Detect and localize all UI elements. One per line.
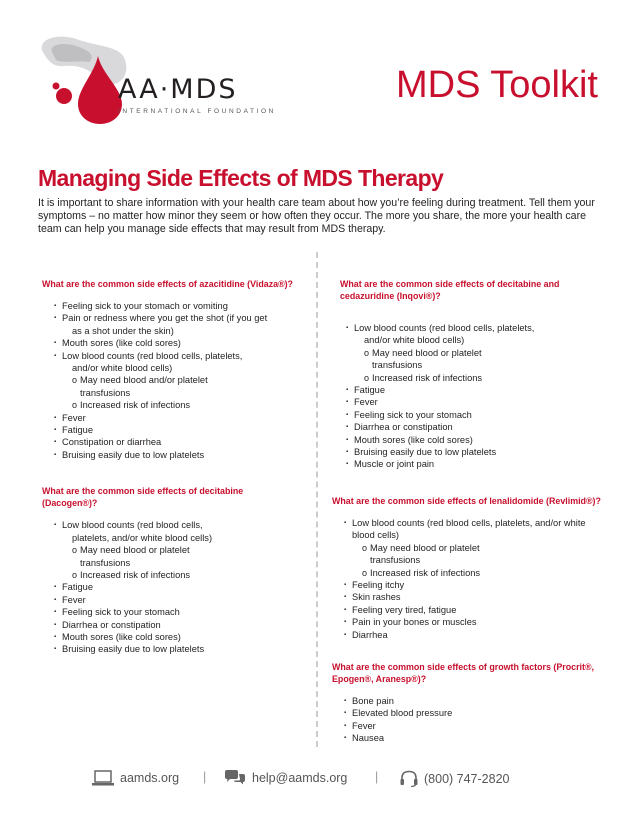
list-item-continued: blood cells)	[352, 530, 400, 541]
list-item: ▪ Feeling sick to your stomach	[348, 409, 614, 421]
footer-email[interactable]	[224, 770, 347, 786]
laptop-icon	[92, 770, 114, 786]
section-heading: What are the common side effects of decitabine (Dacogen®)?	[42, 486, 244, 509]
section-lenalidomide	[332, 495, 614, 641]
toolkit-title: MDS Toolkit	[395, 64, 598, 106]
sub-list-item: o Increased risk of infections	[348, 372, 614, 384]
list-item: ▪ Bruising easily due to low platelets	[56, 643, 297, 655]
website-link[interactable]: aamds.org	[120, 771, 180, 785]
list-item: ▪ Fatigue	[348, 384, 614, 396]
column-divider	[316, 252, 318, 747]
list-item: ▪ Fever	[56, 412, 297, 424]
sub-list-item: o May need blood or platelet	[346, 542, 614, 554]
list-item: ▪ Bruising easily due to low platelets	[348, 446, 614, 458]
side-effects-list	[334, 322, 614, 471]
list-item-continued: and/or white blood cells)	[72, 363, 173, 374]
list-item: ▪ Mouth sores (like cold sores)	[56, 337, 297, 349]
list-item: ▪ Nausea	[346, 732, 614, 744]
list-item-continued: and/or white blood cells)	[364, 335, 465, 346]
list-item: ▪ Muscle or joint pain	[348, 458, 614, 470]
sub-list-item: o Increased risk of infections	[56, 569, 297, 581]
list-item: ▪ Fever	[348, 396, 614, 408]
list-item: ▪ Constipation or diarrhea	[56, 436, 297, 448]
list-item: ▪ Bone pain	[346, 695, 614, 707]
list-item: ▪ Feeling very tired, fatigue	[346, 604, 614, 616]
list-item: ▪ Fatigue	[56, 581, 297, 593]
list-item-continued: platelets, and/or white blood cells)	[72, 532, 213, 543]
list-item: ▪ Fatigue	[56, 424, 297, 436]
list-item-continued: transfusions	[80, 387, 131, 398]
list-item: ▪ Diarrhea	[346, 629, 614, 641]
list-item-continued: transfusions	[372, 360, 423, 371]
phone-number[interactable]: (800) 747-2820	[424, 771, 510, 786]
footer-separator: |	[203, 770, 207, 784]
left-column	[42, 278, 297, 676]
section-decitabine	[42, 485, 297, 655]
logo-wordmark: AA·MDS	[118, 74, 238, 105]
footer-website[interactable]	[92, 770, 179, 786]
section-heading: What are the common side effects of growth factors (Procrit®, Epogen®, Aranesp®)?	[332, 661, 594, 684]
side-effects-list	[332, 517, 614, 641]
logo-subtitle: INTERNATIONAL FOUNDATION	[118, 108, 276, 115]
list-item: ▪ Feeling sick to your stomach	[56, 606, 297, 618]
footer-separator: |	[375, 770, 379, 784]
section-growth-factors	[332, 661, 614, 745]
section-azacitidine	[42, 278, 297, 461]
section-heading: What are the common side effects of azacitidine (Vidaza®)?	[42, 279, 293, 289]
list-item: ▪ Feeling itchy	[346, 579, 614, 591]
sub-list-item: o May need blood or platelet	[348, 347, 614, 359]
list-item: ▪ Diarrhea or constipation	[56, 619, 297, 631]
list-item: ▪ Low blood counts (red blood cells, platelets,	[56, 350, 297, 362]
chat-bubbles-icon	[224, 770, 246, 786]
side-effects-list	[42, 519, 297, 655]
sub-list-item: o May need blood or platelet	[56, 544, 297, 556]
list-item-continued: transfusions	[80, 557, 131, 568]
email-link[interactable]: help@aamds.org	[252, 771, 348, 785]
footer	[0, 770, 638, 790]
list-item: ▪ Pain or redness where you get the shot (if you get	[56, 312, 297, 324]
section-decitabine-cedazuridine	[334, 278, 614, 471]
list-item: ▪ Fever	[346, 720, 614, 732]
list-item: ▪ Mouth sores (like cold sores)	[348, 434, 614, 446]
list-item-continued: as a shot under the skin)	[72, 325, 174, 336]
sub-list-item: o Increased risk of infections	[56, 399, 297, 411]
list-item: ▪ Low blood counts (red blood cells, platelets,	[348, 322, 614, 334]
section-heading: What are the common side effects of lenalidomide (Revlimid®)?	[332, 495, 601, 506]
page-title: Managing Side Effects of MDS Therapy	[38, 165, 444, 191]
list-item: ▪ Low blood counts (red blood cells,	[56, 519, 297, 531]
list-item: ▪ Skin rashes	[346, 591, 614, 603]
list-item: ▪ Low blood counts (red blood cells, platelets, and/or white	[346, 517, 614, 529]
list-item: ▪ Elevated blood pressure	[346, 707, 614, 719]
right-column	[334, 278, 614, 765]
list-item: ▪ Pain in your bones or muscles	[346, 616, 614, 628]
list-item: ▪ Mouth sores (like cold sores)	[56, 631, 297, 643]
footer-phone[interactable]	[400, 770, 509, 787]
sub-list-item: o May need blood and/or platelet	[56, 374, 297, 386]
side-effects-list	[42, 300, 297, 461]
section-heading: What are the common side effects of decitabine and cedazuridine (Inqovi®)?	[340, 279, 560, 301]
list-item-continued: transfusions	[370, 555, 421, 566]
list-item: ▪ Fever	[56, 594, 297, 606]
headset-icon	[400, 770, 418, 787]
list-item: ▪ Diarrhea or constipation	[348, 421, 614, 433]
list-item: ▪ Bruising easily due to low platelets	[56, 449, 297, 461]
intro-paragraph: It is important to share information with your health care team about how you’re feeling during treatment. Tell them your symptoms – no matter how minor they seem or how often they occur. The more you share, the more your health care team can help you manage side effects that may result from MDS therapy.	[38, 197, 595, 235]
sub-list-item: o Increased risk of infections	[346, 567, 614, 579]
side-effects-list	[332, 695, 614, 745]
list-item: ▪ Feeling sick to your stomach or vomiting	[56, 300, 297, 312]
